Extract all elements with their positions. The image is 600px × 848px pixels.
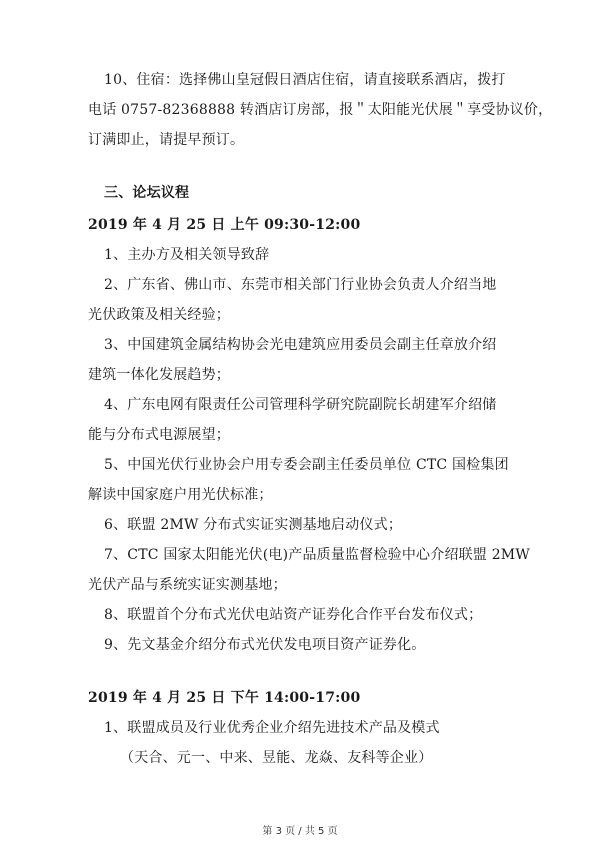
morning-item-6: 6、联盟 2MW 分布式实证实测基地启动仪式； [104,517,403,533]
morning-item-7-line-1: 7、CTC 国家太阳能光伏(电)产品质量监督检验中心介绍联盟 2MW [104,547,530,563]
morning-item-2-line-1: 2、广东省、佛山市、东莞市相关部门行业协会负责人介绍当地 [104,277,497,293]
afternoon-item-1-sub: （天合、元一、中来、昱能、龙焱、友科等企业） [120,750,433,766]
accommodation-line-1: 10、住宿：选择佛山皇冠假日酒店住宿，请直接联系酒店，拨打 [104,72,506,88]
morning-item-8: 8、联盟首个分布式光伏电站资产证券化合作平台发布仪式； [104,607,483,623]
morning-item-5-line-2: 解读中国家庭户用光伏标准； [88,487,273,503]
accommodation-line-3: 订满即止，请提早预订。 [88,132,245,148]
morning-item-7-line-2: 光伏产品与系统实证实测基地； [88,577,287,593]
afternoon-date: 2019 年 4 月 25 日 下午 14:00-17:00 [88,690,361,706]
morning-item-5-line-1: 5、中国光伏行业协会户用专委会副主任委员单位 CTC 国检集团 [104,457,509,473]
accommodation-line-2: 电话 0757-82368888 转酒店订房部，报＂太阳能光伏展＂享受协议价， [88,102,553,118]
page-footer: 第 3 页 / 共 5 页 [262,826,338,837]
morning-item-9: 9、先文基金介绍分布式光伏发电项目资产证券化。 [104,637,426,653]
morning-item-4-line-2: 能与分布式电源展望； [88,427,230,443]
morning-item-3-line-2: 建筑一体化发展趋势； [88,367,230,383]
morning-item-2-line-2: 光伏政策及相关经验； [88,307,230,323]
morning-date: 2019 年 4 月 25 日 上午 09:30-12:00 [88,217,361,233]
section-heading: 三、论坛议程 [104,185,190,201]
morning-item-1: 1、主办方及相关领导致辞 [104,247,270,263]
afternoon-item-1: 1、联盟成员及行业优秀企业介绍先进技术产品及模式 [104,720,440,736]
morning-item-4-line-1: 4、广东电网有限责任公司管理科学研究院副院长胡建军介绍储 [104,397,497,413]
morning-item-3-line-1: 3、中国建筑金属结构协会光电建筑应用委员会副主任章放介绍 [104,337,497,353]
